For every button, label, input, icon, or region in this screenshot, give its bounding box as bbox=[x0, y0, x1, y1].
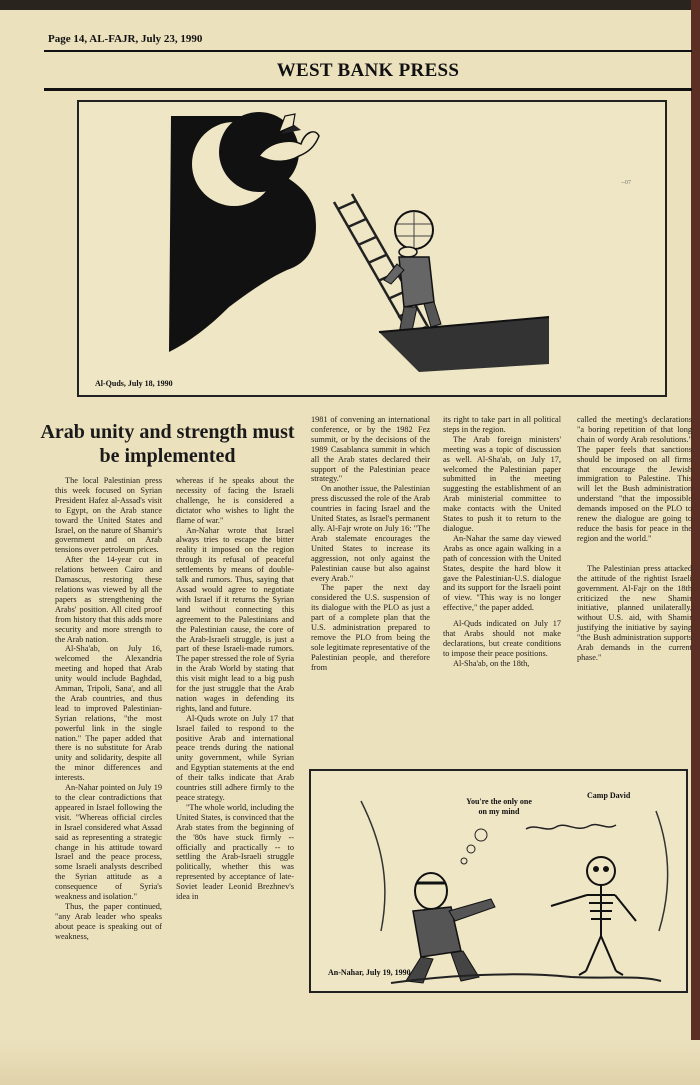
article-column-1 bbox=[55, 476, 162, 942]
paragraph: 1981 of convening an international conference, or by the 1982 Fez summit, or by the decisions of the 1989 Casablanca summit in which all the Arab states declared their support of the Palestinian peace strategy." bbox=[311, 415, 430, 484]
svg-text:--07: --07 bbox=[621, 180, 631, 186]
scan-right-border bbox=[691, 0, 700, 1085]
paragraph: After the 14-year cut in relations between Cairo and Damascus, restoring these relations was viewed by all the papers as strengthening the Arabs' position. All cited proof from history that this adds more security and more strength to the Arab nation. bbox=[55, 555, 162, 644]
scan-top-border bbox=[0, 0, 700, 10]
cartoon-top-caption: Al-Quds, July 18, 1990 bbox=[95, 379, 173, 388]
article-headline: Arab unity and strength must be implemented bbox=[40, 421, 295, 467]
paragraph: The Palestinian press attacked the attitude of the rightist Israeli government. Al-Fajr on the 18th criticized the new Shamir initiative, planned unilaterally, without U.S. aid, with Shamir justifying the initiative by saying "the Bush administration supports Arab demands in the current phase." bbox=[577, 563, 692, 662]
paragraph: An-Nahar wrote that Israel always tries to escape the bitter reality it imposed on the region through its refusal of peaceful settlements by means of double-talk and rumors. Thus, saying that Assad would agree to negotiate with Israel if it returns the Syrian land without connecting this agreement to the Palestinians and the Palestinian cause, the core of the Arab-Israeli struggle, is just a part of these Israeli-made rumors. The paper stressed the role of Syria in the Arab World by stating that this visit might lead to a big push for the just struggle that the Arab nation wages in defending its rights, land and future. bbox=[176, 525, 294, 713]
paragraph: Al-Sha'ab, on July 16, welcomed the Alexandria meeting and hoped that Arab unity would include Baghdad, Amman, Tripoli, Sana', and all the Arab countries, and thus lead to improved Palestinian-Syrian relations, "the most powerful link in the single nation." The paper added that there is no substitute for Arab unity and solidarity, despite all the minor differences and interests. bbox=[55, 644, 162, 783]
cartoon-bottom bbox=[309, 769, 688, 993]
paragraph: called the meeting's declarations "a boring repetition of that long chain of wordy Arab resolutions." The paper feels that sanctions should be imposed on all firms that encourage the Jewish immigration to Palestine. This will let the Bush administration understand "that the impossible demands imposed on the PLO to renew the dialogue are going to reduce the basis for peace in the region and the world." bbox=[577, 415, 692, 543]
cartoon-speech-bubble: You're the only one on my mind bbox=[466, 797, 532, 816]
paragraph: The Arab foreign ministers' meeting was a topic of discussion as well. Al-Sha'ab, on July 17, welcomed the Palestinian paper submitted in the meeting suggesting the establishment of an Arab ministerial committee to make contacts with the United States to push it to return to the dialogue. bbox=[443, 434, 561, 533]
article-column-5 bbox=[577, 415, 692, 663]
scan-bottom-shade bbox=[0, 1040, 700, 1085]
cartoon-label-camp-david: Camp David bbox=[587, 791, 631, 800]
article-column-2 bbox=[176, 476, 294, 902]
paragraph: Thus, the paper continued, "any Arab leader who speaks about peace is speaking out of weakness, bbox=[55, 901, 162, 941]
paragraph: An-Nahar the same day viewed Arabs as once again walking in a path of concession with the United States, despite the hard blow it gave the Palestinian-U.S. dialogue and its support for the Israeli point of view. "This way is no longer effective," the paper added. bbox=[443, 533, 561, 613]
paragraph: its right to take part in all political steps in the region. bbox=[443, 415, 561, 434]
section-title: WEST BANK PRESS bbox=[276, 60, 460, 81]
header-rule bbox=[44, 50, 692, 52]
article-column-3 bbox=[311, 415, 430, 673]
cartoon-top bbox=[77, 100, 667, 397]
paragraph: On another issue, the Palestinian press discussed the role of the Arab countries in facing Israel and the United States, as Israel's permanent ally. Al-Fajr wrote on July 16: "The Arab stalemate encourages the United States to increase its aggression, not only against the Palestinian cause but also against every Arab." bbox=[311, 484, 430, 583]
paragraph: The local Palestinian press this week focused on Syrian President Hafez al-Assad's visit to Egypt, on the Arab stance toward the United States and Israel, on the nature of Shamir's government and on Arab tensions over petroleum prices. bbox=[55, 476, 162, 555]
paragraph: The paper the next day considered the U.S. suspension of its dialogue with the PLO as just a part of a complete plan that the U.S. administration prepared to remove the PLO from being the sole legitimate representative of the Palestinian people, and therefore from bbox=[311, 583, 430, 672]
cartoon-top-drawing bbox=[79, 102, 665, 395]
paragraph: whereas if he speaks about the necessity of facing the Israeli challenge, he is considered a dictator who wishes to light the flame of war." bbox=[176, 476, 294, 525]
section-rule bbox=[44, 88, 692, 91]
paragraph: An-Nahar pointed on July 19 to the clear contradictions that appeared in Israel following the visit. "Whereas official circles in Israel considered what Assad said as representing a strategic change in his attitude toward Israel and the peace process, some Israeli analysts described the Syrian attitude as a consequence of Syria's weakness and isolation." bbox=[55, 783, 162, 902]
paragraph: Al-Quds wrote on July 17 that Israel failed to respond to the positive Arab and international peace trends during the national unity government, while Syrian and Egyptian statements at the end of their talks indicate that Arab countries still adhere firmly to the peace strategy. bbox=[176, 713, 294, 802]
cartoon-bottom-caption: An-Nahar, July 19, 1990 bbox=[328, 968, 411, 977]
paragraph: Al-Sha'ab, on the 18th, bbox=[453, 658, 530, 668]
paragraph: Al-Quds indicated on July 17 that Arabs should not make declarations, but create conditions to impose their peace positions. bbox=[443, 619, 561, 658]
page-folio: Page 14, AL-FAJR, July 23, 1990 bbox=[48, 33, 203, 45]
paragraph: "The whole world, including the United States, is convinced that the Arab states from the beginning of the '80s have stuck firmly -- officially and practically -- to settling the Arab-Israeli struggle politically, whether this was represented by acceptance of late-Soviet leader Leonid Brezhnev's idea in bbox=[176, 802, 294, 902]
article-column-4 bbox=[443, 415, 561, 669]
